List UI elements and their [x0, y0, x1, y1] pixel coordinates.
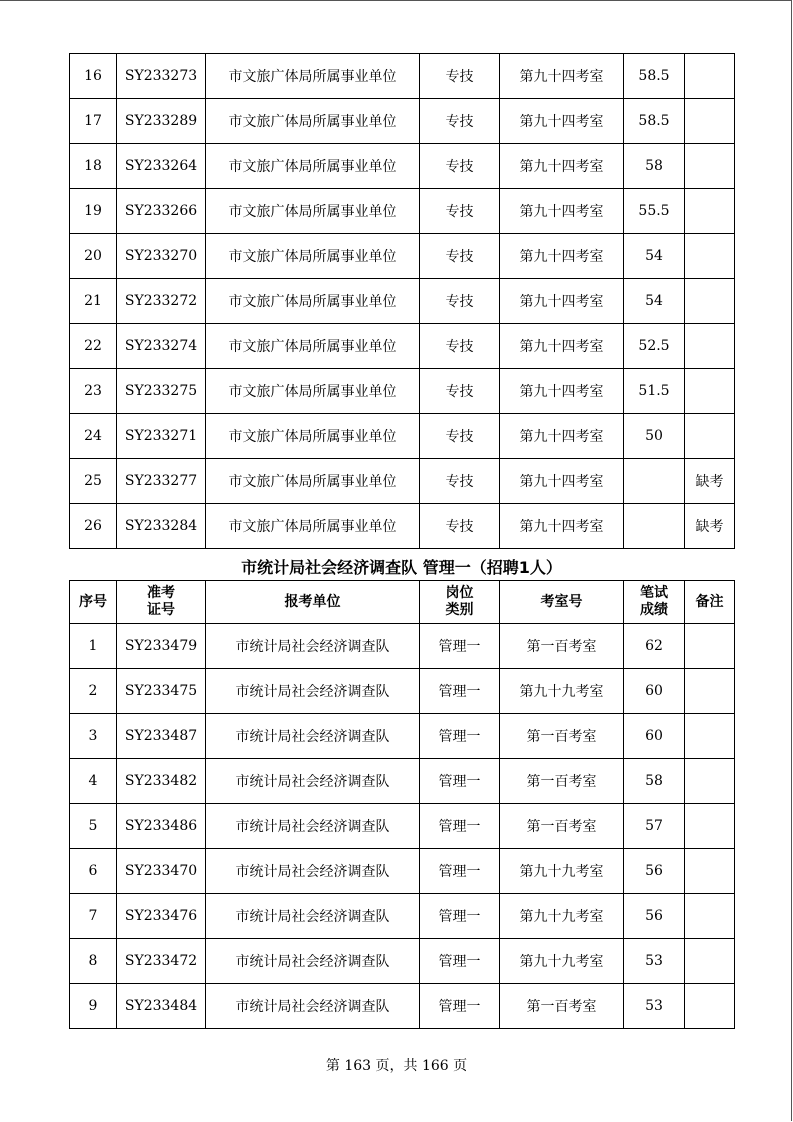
header-exam-id-line1: 准考 — [147, 585, 175, 601]
cell-no: 2 — [70, 669, 117, 714]
results-table-continued — [69, 53, 735, 549]
table-row — [70, 459, 735, 504]
cell-note — [685, 984, 735, 1029]
cell-score — [624, 504, 685, 549]
cell-score: 53 — [624, 939, 685, 984]
cell-no: 24 — [70, 414, 117, 459]
cell-note — [685, 669, 735, 714]
cell-unit: 市统计局社会经济调查队 — [206, 714, 420, 759]
cell-unit: 市文旅广体局所属事业单位 — [206, 279, 420, 324]
cell-exam-id: SY233273 — [117, 54, 206, 99]
cell-no: 19 — [70, 189, 117, 234]
cell-exam-id: SY233284 — [117, 504, 206, 549]
header-score — [624, 581, 685, 624]
header-post-type-line1: 岗位 — [445, 585, 474, 601]
cell-score: 56 — [624, 849, 685, 894]
table-row — [70, 234, 735, 279]
cell-room: 第一百考室 — [500, 804, 624, 849]
results-table-statistics-body — [70, 624, 735, 1029]
cell-room: 第一百考室 — [500, 759, 624, 804]
cell-note — [685, 99, 735, 144]
header-no: 序号 — [70, 581, 117, 624]
table-row — [70, 939, 735, 984]
cell-room: 第九十四考室 — [500, 414, 624, 459]
cell-score: 54 — [624, 279, 685, 324]
table-row — [70, 759, 735, 804]
cell-score: 58 — [624, 144, 685, 189]
cell-exam-id: SY233266 — [117, 189, 206, 234]
cell-post-type: 管理一 — [420, 984, 500, 1029]
cell-unit: 市文旅广体局所属事业单位 — [206, 234, 420, 279]
table-row — [70, 669, 735, 714]
cell-exam-id: SY233272 — [117, 279, 206, 324]
cell-unit: 市统计局社会经济调查队 — [206, 804, 420, 849]
cell-no: 23 — [70, 369, 117, 414]
cell-unit: 市统计局社会经济调查队 — [206, 759, 420, 804]
cell-room: 第九十九考室 — [500, 939, 624, 984]
header-post-type-line2: 类别 — [445, 602, 474, 618]
cell-post-type: 管理一 — [420, 894, 500, 939]
cell-post-type: 专技 — [420, 279, 500, 324]
cell-room: 第九十四考室 — [500, 324, 624, 369]
cell-post-type: 管理一 — [420, 624, 500, 669]
cell-unit: 市统计局社会经济调查队 — [206, 939, 420, 984]
cell-note — [685, 279, 735, 324]
table-row — [70, 144, 735, 189]
cell-exam-id: SY233475 — [117, 669, 206, 714]
cell-exam-id: SY233289 — [117, 99, 206, 144]
cell-note — [685, 189, 735, 234]
table-row — [70, 849, 735, 894]
cell-exam-id: SY233274 — [117, 324, 206, 369]
cell-no: 8 — [70, 939, 117, 984]
header-exam-id — [117, 581, 206, 624]
cell-no: 16 — [70, 54, 117, 99]
cell-score: 60 — [624, 714, 685, 759]
cell-score — [624, 459, 685, 504]
cell-score: 60 — [624, 669, 685, 714]
cell-score: 58 — [624, 759, 685, 804]
cell-note — [685, 759, 735, 804]
results-table-statistics — [69, 580, 735, 1029]
cell-unit: 市文旅广体局所属事业单位 — [206, 459, 420, 504]
table-row — [70, 504, 735, 549]
cell-exam-id: SY233277 — [117, 459, 206, 504]
section-title: 市统计局社会经济调查队 管理一（招聘1人） — [241, 558, 562, 577]
cell-unit: 市统计局社会经济调查队 — [206, 849, 420, 894]
cell-post-type: 专技 — [420, 99, 500, 144]
results-table-continued-body — [70, 54, 735, 549]
cell-room: 第九十九考室 — [500, 669, 624, 714]
cell-room: 第九十四考室 — [500, 144, 624, 189]
table-row — [70, 324, 735, 369]
cell-post-type: 专技 — [420, 369, 500, 414]
cell-note — [685, 894, 735, 939]
table-row — [70, 369, 735, 414]
cell-exam-id: SY233264 — [117, 144, 206, 189]
cell-exam-id: SY233482 — [117, 759, 206, 804]
cell-no: 26 — [70, 504, 117, 549]
cell-no: 4 — [70, 759, 117, 804]
cell-post-type: 管理一 — [420, 669, 500, 714]
cell-note — [685, 234, 735, 279]
cell-room: 第九十四考室 — [500, 54, 624, 99]
table-row — [70, 414, 735, 459]
cell-post-type: 专技 — [420, 144, 500, 189]
header-score-line1: 笔试 — [640, 585, 668, 601]
cell-unit: 市文旅广体局所属事业单位 — [206, 99, 420, 144]
cell-note — [685, 714, 735, 759]
page-footer: 第 163 页，共 166 页 — [325, 1058, 468, 1074]
cell-post-type: 管理一 — [420, 759, 500, 804]
cell-no: 21 — [70, 279, 117, 324]
cell-unit: 市统计局社会经济调查队 — [206, 624, 420, 669]
cell-no: 6 — [70, 849, 117, 894]
cell-no: 7 — [70, 894, 117, 939]
header-note: 备注 — [685, 581, 735, 624]
cell-unit: 市统计局社会经济调查队 — [206, 984, 420, 1029]
cell-note — [685, 324, 735, 369]
cell-room: 第九十九考室 — [500, 894, 624, 939]
table-header-row — [70, 581, 735, 624]
cell-unit: 市文旅广体局所属事业单位 — [206, 144, 420, 189]
cell-exam-id: SY233476 — [117, 894, 206, 939]
cell-note — [685, 414, 735, 459]
cell-note — [685, 939, 735, 984]
cell-unit: 市文旅广体局所属事业单位 — [206, 504, 420, 549]
cell-room: 第一百考室 — [500, 984, 624, 1029]
cell-post-type: 管理一 — [420, 849, 500, 894]
cell-unit: 市文旅广体局所属事业单位 — [206, 414, 420, 459]
cell-post-type: 专技 — [420, 504, 500, 549]
cell-no: 1 — [70, 624, 117, 669]
cell-room: 第九十四考室 — [500, 504, 624, 549]
cell-score: 56 — [624, 894, 685, 939]
cell-exam-id: SY233484 — [117, 984, 206, 1029]
cell-score: 52.5 — [624, 324, 685, 369]
cell-room: 第九十九考室 — [500, 849, 624, 894]
cell-exam-id: SY233270 — [117, 234, 206, 279]
cell-score: 58.5 — [624, 54, 685, 99]
cell-score: 57 — [624, 804, 685, 849]
cell-room: 第九十四考室 — [500, 459, 624, 504]
cell-no: 5 — [70, 804, 117, 849]
cell-note — [685, 804, 735, 849]
cell-no: 3 — [70, 714, 117, 759]
table-row — [70, 894, 735, 939]
cell-exam-id: SY233479 — [117, 624, 206, 669]
cell-post-type: 专技 — [420, 414, 500, 459]
cell-unit: 市文旅广体局所属事业单位 — [206, 369, 420, 414]
cell-no: 17 — [70, 99, 117, 144]
cell-unit: 市文旅广体局所属事业单位 — [206, 324, 420, 369]
table-row — [70, 714, 735, 759]
cell-note — [685, 144, 735, 189]
cell-exam-id: SY233472 — [117, 939, 206, 984]
cell-post-type: 专技 — [420, 189, 500, 234]
cell-score: 54 — [624, 234, 685, 279]
table-row — [70, 804, 735, 849]
table-row — [70, 189, 735, 234]
cell-unit: 市文旅广体局所属事业单位 — [206, 54, 420, 99]
cell-unit: 市文旅广体局所属事业单位 — [206, 189, 420, 234]
cell-post-type: 管理一 — [420, 714, 500, 759]
cell-unit: 市统计局社会经济调查队 — [206, 669, 420, 714]
cell-exam-id: SY233275 — [117, 369, 206, 414]
cell-unit: 市统计局社会经济调查队 — [206, 894, 420, 939]
cell-score: 53 — [624, 984, 685, 1029]
cell-post-type: 管理一 — [420, 939, 500, 984]
cell-no: 22 — [70, 324, 117, 369]
cell-room: 第一百考室 — [500, 624, 624, 669]
cell-post-type: 专技 — [420, 459, 500, 504]
cell-note — [685, 369, 735, 414]
cell-exam-id: SY233487 — [117, 714, 206, 759]
table-row — [70, 279, 735, 324]
cell-exam-id: SY233271 — [117, 414, 206, 459]
cell-room: 第九十四考室 — [500, 279, 624, 324]
table-row — [70, 984, 735, 1029]
cell-note — [685, 54, 735, 99]
table-row — [70, 54, 735, 99]
cell-note: 缺考 — [685, 504, 735, 549]
cell-score: 55.5 — [624, 189, 685, 234]
header-unit: 报考单位 — [206, 581, 420, 624]
header-score-line2: 成绩 — [640, 602, 668, 618]
cell-post-type: 专技 — [420, 324, 500, 369]
cell-post-type: 管理一 — [420, 804, 500, 849]
cell-exam-id: SY233486 — [117, 804, 206, 849]
cell-room: 第九十四考室 — [500, 369, 624, 414]
cell-note — [685, 849, 735, 894]
cell-score: 62 — [624, 624, 685, 669]
header-exam-id-line2: 证号 — [147, 602, 175, 618]
cell-exam-id: SY233470 — [117, 849, 206, 894]
cell-no: 9 — [70, 984, 117, 1029]
cell-score: 51.5 — [624, 369, 685, 414]
cell-room: 第九十四考室 — [500, 189, 624, 234]
cell-room: 第一百考室 — [500, 714, 624, 759]
table-row — [70, 624, 735, 669]
cell-post-type: 专技 — [420, 54, 500, 99]
cell-score: 58.5 — [624, 99, 685, 144]
table-row — [70, 99, 735, 144]
cell-no: 20 — [70, 234, 117, 279]
cell-room: 第九十四考室 — [500, 99, 624, 144]
cell-no: 18 — [70, 144, 117, 189]
cell-note — [685, 624, 735, 669]
cell-room: 第九十四考室 — [500, 234, 624, 279]
header-post-type — [420, 581, 500, 624]
cell-note: 缺考 — [685, 459, 735, 504]
cell-score: 50 — [624, 414, 685, 459]
cell-post-type: 专技 — [420, 234, 500, 279]
header-room: 考室号 — [500, 581, 624, 624]
cell-no: 25 — [70, 459, 117, 504]
